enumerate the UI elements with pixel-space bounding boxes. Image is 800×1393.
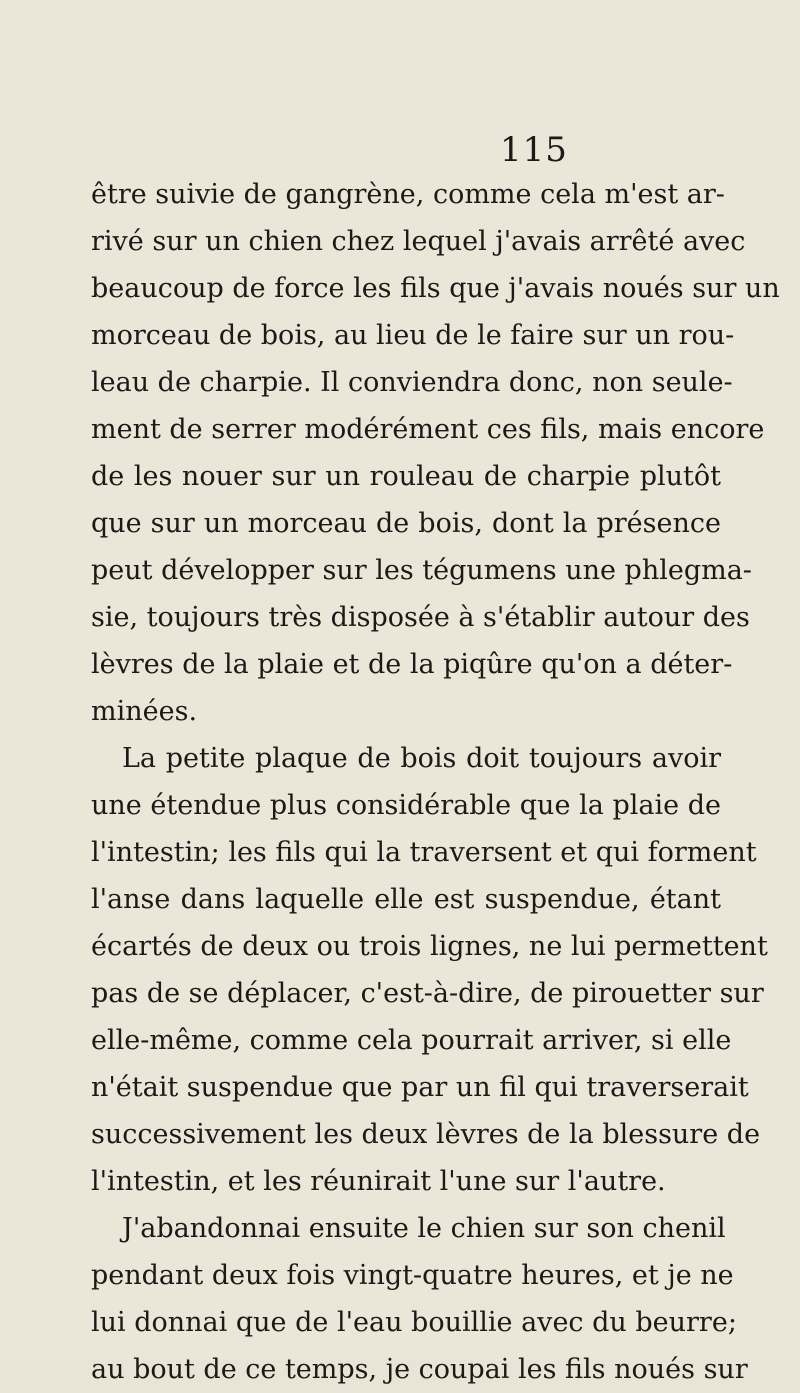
text-line: que sur un morceau de bois, dont la présence <box>91 508 721 539</box>
text-line: au bout de ce temps, je coupai les fils noués sur <box>91 1354 748 1385</box>
text-line: elle-même, comme cela pourrait arriver, si elle <box>91 1025 732 1056</box>
text-line: l'intestin, et les réunirait l'une sur l'autre. <box>91 1166 666 1197</box>
text-line: beaucoup de force les fils que j'avais noués sur un <box>91 273 780 304</box>
text-line: leau de charpie. Il conviendra donc, non seule- <box>91 367 733 398</box>
text-line: sie, toujours très disposée à s'établir autour des <box>91 602 750 633</box>
text-line: pas de se déplacer, c'est-à-dire, de pirouetter sur <box>91 978 764 1009</box>
text-line: J'abandonnai ensuite le chien sur son chenil <box>122 1213 726 1244</box>
text-line: écartés de deux ou trois lignes, ne lui permettent <box>91 931 768 962</box>
text-line: l'intestin; les fils qui la traversent et qui forment <box>91 837 757 868</box>
text-line: successivement les deux lèvres de la blessure de <box>91 1119 761 1150</box>
text-line: lèvres de la plaie et de la piqûre qu'on a déter- <box>91 649 733 680</box>
text-line: pendant deux fois vingt-quatre heures, et je ne <box>91 1260 734 1291</box>
text-line: de les nouer sur un rouleau de charpie plutôt <box>91 461 721 492</box>
text-line: La petite plaque de bois doit toujours avoir <box>122 743 721 774</box>
body-text <box>91 171 780 1393</box>
text-line: ment de serrer modérément ces fils, mais encore <box>91 414 765 445</box>
text-line: une étendue plus considérable que la plaie de <box>91 790 721 821</box>
text-line: être suivie de gangrène, comme cela m'est ar- <box>91 179 725 210</box>
page-number: 115 <box>500 130 568 170</box>
text-line: minées. <box>91 696 198 727</box>
text-line: l'anse dans laquelle elle est suspendue, étant <box>91 884 721 915</box>
text-line: n'était suspendue que par un fil qui traverserait <box>91 1072 749 1103</box>
text-line: lui donnai que de l'eau bouillie avec du beurre; <box>91 1307 737 1338</box>
text-line: rivé sur un chien chez lequel j'avais arrêté avec <box>91 226 746 257</box>
text-line: morceau de bois, au lieu de le faire sur un rou- <box>91 320 735 351</box>
text-line: peut développer sur les tégumens une phlegma- <box>91 555 752 586</box>
